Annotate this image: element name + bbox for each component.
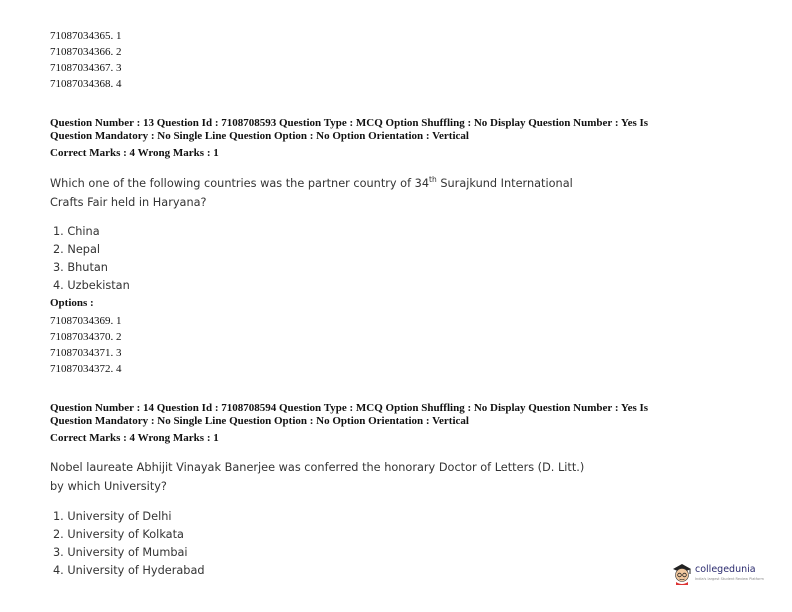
q14-question-text <box>50 458 610 496</box>
q13-marks: Correct Marks : 4 Wrong Marks : 1 <box>50 147 219 159</box>
q14-marks: Correct Marks : 4 Wrong Marks : 1 <box>50 432 219 444</box>
logo-wordmark: collegedunia <box>695 564 756 575</box>
student-mascot-icon <box>671 561 693 585</box>
q13-meta <box>50 117 750 142</box>
q13-option-id-2: 71087034370. 2 <box>50 331 122 343</box>
q14-text-line2: by which University? <box>50 480 167 493</box>
q13-choice-2: 2. Nepal <box>53 243 101 256</box>
q14-choice-3: 3. University of Mumbai <box>53 546 188 559</box>
prev-option-id-4: 71087034368. 4 <box>50 78 122 90</box>
q13-meta-line2: Question Mandatory : No Single Line Question Option : No Option Orientation : Vertical <box>50 129 469 142</box>
q14-choice-2: 2. University of Kolkata <box>53 528 184 541</box>
q13-text-line2: Crafts Fair held in Haryana? <box>50 196 207 209</box>
q14-meta-line2: Question Mandatory : No Single Line Question Option : No Option Orientation : Vertical <box>50 414 469 427</box>
q13-choice-4: 4. Uzbekistan <box>53 279 130 292</box>
q13-options-label: Options : <box>50 297 94 309</box>
q13-choice-1: 1. China <box>53 225 100 238</box>
q14-choice-4: 4. University of Hyderabad <box>53 564 205 577</box>
q14-meta <box>50 402 750 427</box>
q13-meta-line1: Question Number : 13 Question Id : 7108708593 Question Type : MCQ Option Shuffling : No Display Question Number : Yes Is <box>50 117 649 129</box>
q13-text-a: Which one of the following countries was the partner country of 34 <box>50 177 430 190</box>
prev-option-id-2: 71087034366. 2 <box>50 46 122 58</box>
q13-question-text <box>50 174 610 212</box>
prev-option-id-1: 71087034365. 1 <box>50 30 122 42</box>
q13-text-b: Surajkund International <box>436 177 573 190</box>
q14-text-line1: Nobel laureate Abhijit Vinayak Banerjee was conferred the honorary Doctor of Letters (D. Litt.) <box>50 461 585 474</box>
q13-option-id-4: 71087034372. 4 <box>50 363 122 375</box>
q13-choice-3: 3. Bhutan <box>53 261 108 274</box>
q14-meta-line1: Question Number : 14 Question Id : 7108708594 Question Type : MCQ Option Shuffling : No Display Question Number : Yes Is <box>50 402 649 414</box>
prev-option-id-3: 71087034367. 3 <box>50 62 122 74</box>
q13-text-sup: th <box>429 175 437 185</box>
logo-tagline: India's largest Student Review Platform <box>695 577 764 581</box>
q14-choice-1: 1. University of Delhi <box>53 510 172 523</box>
q13-option-id-1: 71087034369. 1 <box>50 315 122 327</box>
collegedunia-logo <box>671 560 764 588</box>
q13-option-id-3: 71087034371. 3 <box>50 347 122 359</box>
